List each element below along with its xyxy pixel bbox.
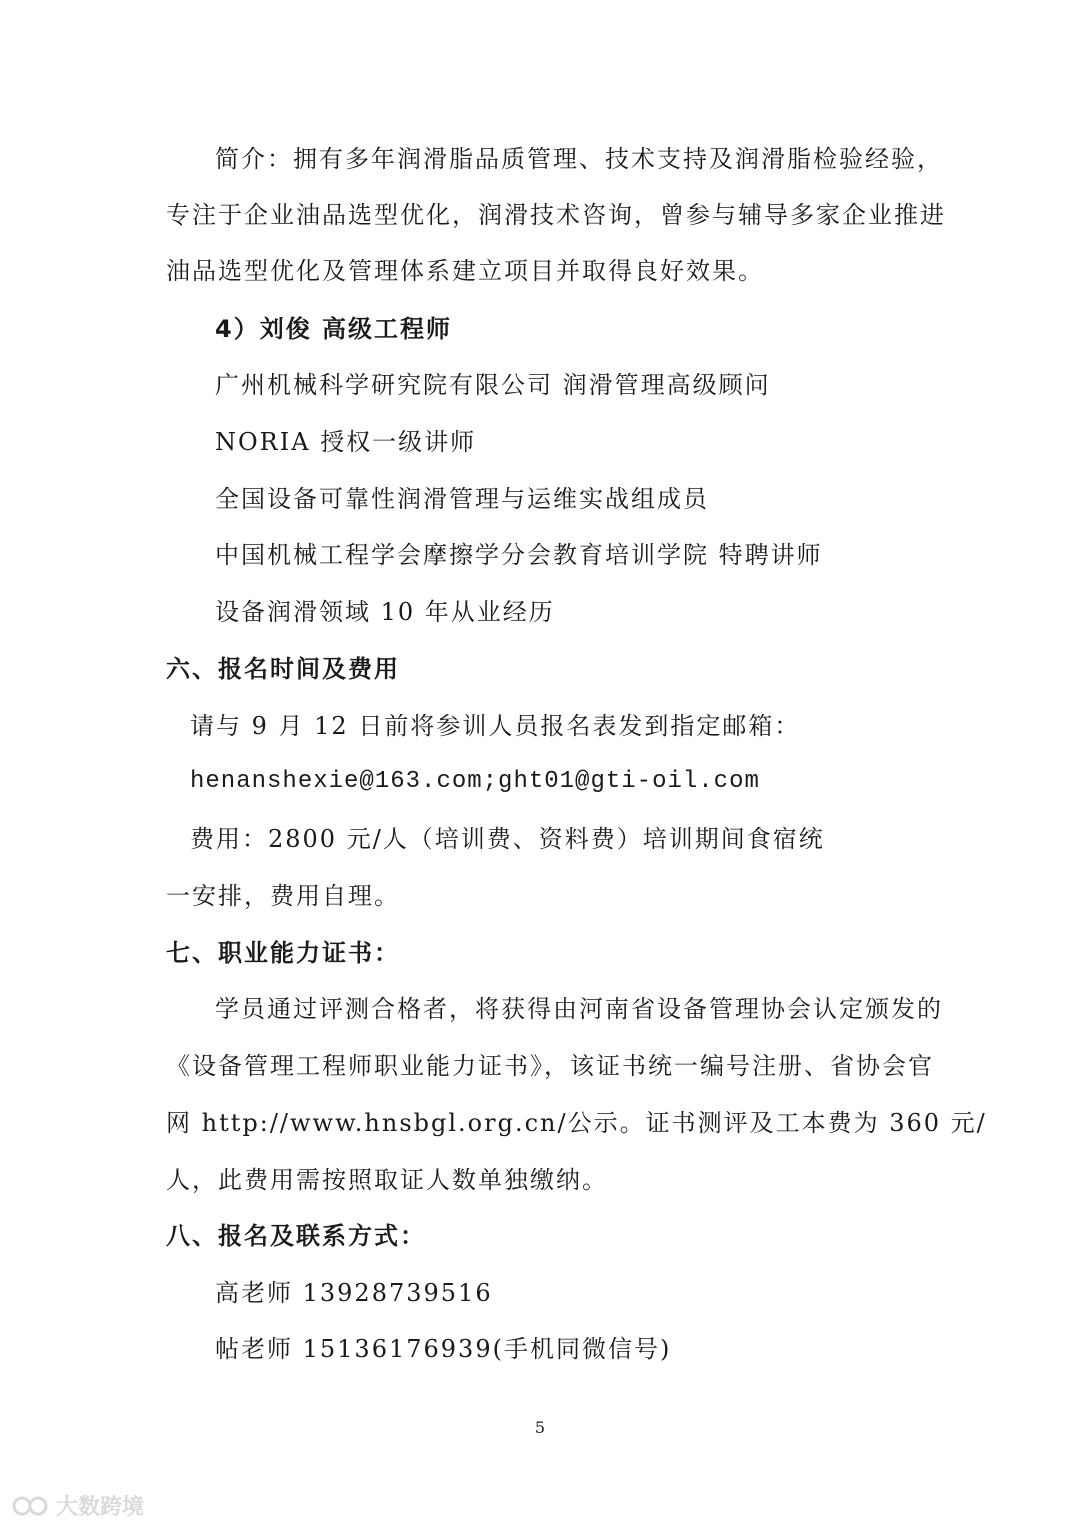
intro-line-1: 简介：拥有多年润滑脂品质管理、技术支持及润滑脂检验经验， [215,145,943,173]
section6-email: henanshexie@163.com;ght01@gti-oil.com [190,768,760,795]
section7-heading: 七、职业能力证书： [166,939,400,967]
contact-gao: 高老师 13928739516 [215,1279,493,1307]
person4-line-3: 全国设备可靠性润滑管理与运维实战组成员 [215,485,709,513]
watermark-text: 大数跨境 [56,1495,145,1520]
person4-line-1: 广州机械科学研究院有限公司 润滑管理高级顾问 [215,371,771,399]
person4-line-4: 中国机械工程学会摩擦学分会教育培训学院 特聘讲师 [215,541,823,569]
section6-fee-line-2: 一安排，费用自理。 [166,882,400,910]
watermark-logo-icon [12,1494,50,1518]
section7-line-1: 学员通过评测合格者，将获得由河南省设备管理协会认定颁发的 [215,995,943,1023]
section6-heading: 六、报名时间及费用 [166,655,400,683]
section7-line-3: 网 http://www.hnsbgl.org.cn/公示。证书测评及工本费为 360 元/ [166,1109,987,1137]
section7-line-2: 《设备管理工程师职业能力证书》，该证书统一编号注册、省协会官 [166,1052,934,1080]
section6-line-1: 请与 9 月 12 日前将参训人员报名表发到指定邮箱： [190,712,801,740]
section7-line-4: 人，此费用需按照取证人数单独缴纳。 [166,1166,608,1194]
person4-line-2: NORIA 授权一级讲师 [215,428,477,456]
watermark [12,1490,144,1521]
intro-line-3: 油品选型优化及管理体系建立项目并取得良好效果。 [166,257,764,285]
person4-line-5: 设备润滑领域 10 年从业经历 [215,598,555,626]
contact-tie: 帖老师 15136176939(手机同微信号) [215,1335,672,1363]
page-number: 5 [534,1418,546,1437]
person4-heading: 4）刘俊 高级工程师 [215,315,453,343]
intro-line-2: 专注于企业油品选型优化，润滑技术咨询，曾参与辅导多家企业推进 [166,201,946,229]
section8-heading: 八、报名及联系方式： [166,1222,426,1250]
section6-fee-line-1: 费用：2800 元/人（培训费、资料费）培训期间食宿统 [190,825,825,853]
